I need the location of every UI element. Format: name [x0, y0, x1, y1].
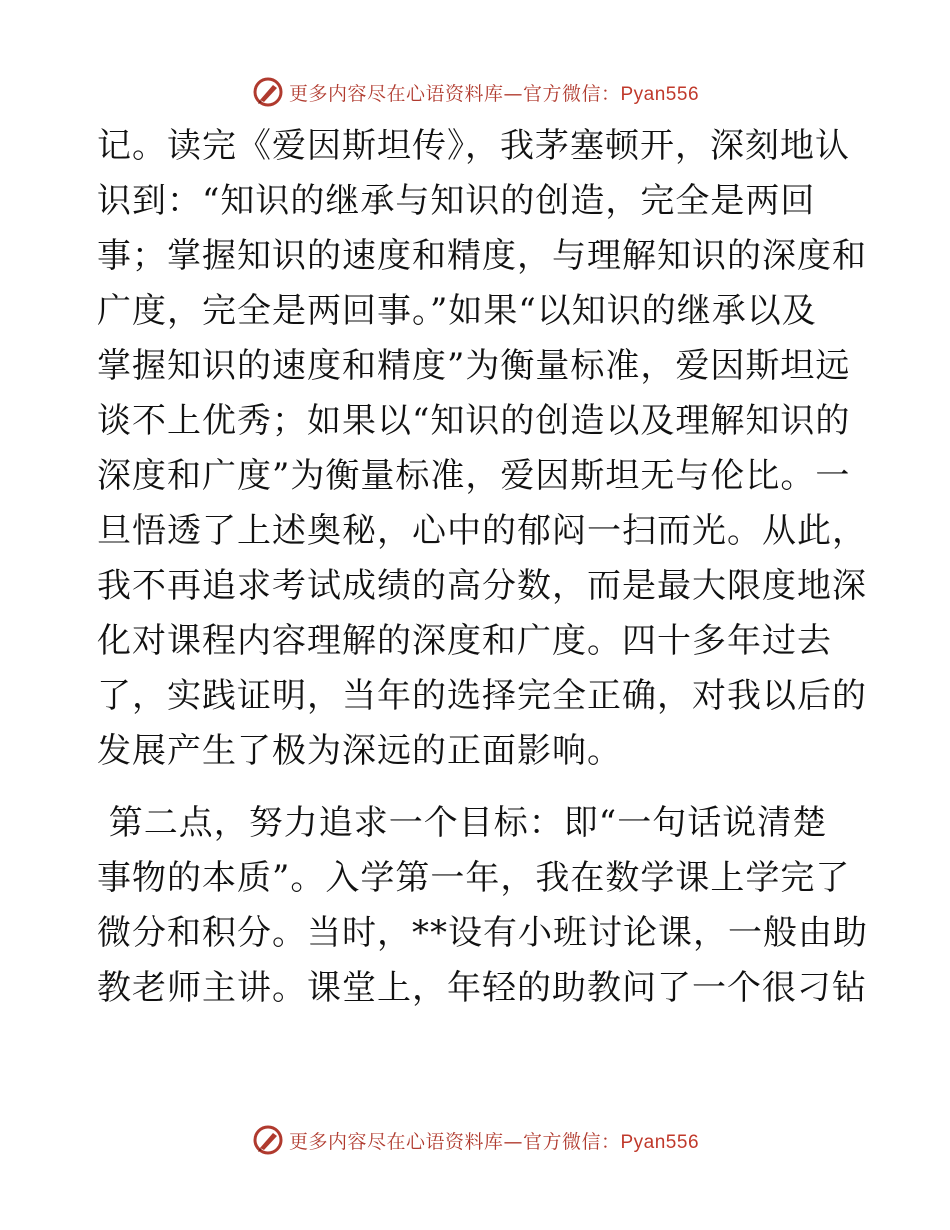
watermark-text: [289, 79, 699, 106]
text-line: 化对课程内容理解的深度和广度。四十多年过去: [97, 621, 832, 661]
text-line: 广度，完全是两回事。”如果“以知识的继承以及: [97, 291, 817, 331]
text-line: 微分和积分。当时，**设有小班讨论课，一般由助: [97, 913, 868, 953]
watermark-dash: —: [503, 1130, 523, 1153]
text-line: 了，实践证明，当年的选择完全正确，对我以后的: [97, 676, 867, 716]
text-line: 深度和广度”为衡量标准，爱因斯坦无与伦比。一: [97, 456, 851, 496]
text-line: 旦悟透了上述奥秘，心中的郁闷一扫而光。从此，: [97, 511, 867, 551]
watermark-account: Pyan556: [620, 83, 700, 105]
text-line: 发展产生了极为深远的正面影响。: [97, 731, 622, 771]
text-line: 谈不上优秀；如果以“知识的创造以及理解知识的: [97, 401, 851, 441]
header-watermark: [0, 72, 950, 112]
text-line: 事；掌握知识的速度和精度，与理解知识的深度和: [97, 236, 867, 276]
text-line: 识到：“知识的继承与知识的创造，完全是两回: [97, 181, 816, 221]
watermark-prefix: 更多内容尽在心语资料库: [288, 82, 504, 105]
text-line: 掌握知识的速度和精度”为衡量标准，爱因斯坦远: [97, 346, 851, 386]
watermark-prefix: 更多内容尽在心语资料库: [288, 1130, 504, 1153]
watermark-suffix: 官方微信：: [522, 1130, 621, 1153]
watermark-dash: —: [503, 82, 523, 105]
document-body: [97, 123, 868, 1020]
text-line: 记。读完《爱因斯坦传》，我茅塞顿开，深刻地认: [97, 126, 850, 166]
text-line: 事物的本质”。入学第一年，我在数学课上学完了: [97, 858, 851, 898]
pen-logo-icon: [251, 75, 285, 109]
text-line: 我不再追求考试成绩的高分数，而是最大限度地深: [97, 566, 867, 606]
paragraph: [97, 800, 868, 1020]
paragraph-gap: [97, 783, 857, 800]
watermark-text: [289, 1127, 699, 1154]
watermark-account: Pyan556: [620, 1131, 700, 1153]
pen-logo-icon: [251, 1123, 285, 1157]
text-line: 教老师主讲。课堂上，年轻的助教问了一个很刁钻: [97, 968, 867, 1008]
watermark-suffix: 官方微信：: [522, 82, 621, 105]
footer-watermark: [0, 1120, 950, 1160]
text-line: 第二点，努力追求一个目标：即“一句话说清楚: [97, 803, 828, 843]
paragraph: [97, 123, 867, 783]
